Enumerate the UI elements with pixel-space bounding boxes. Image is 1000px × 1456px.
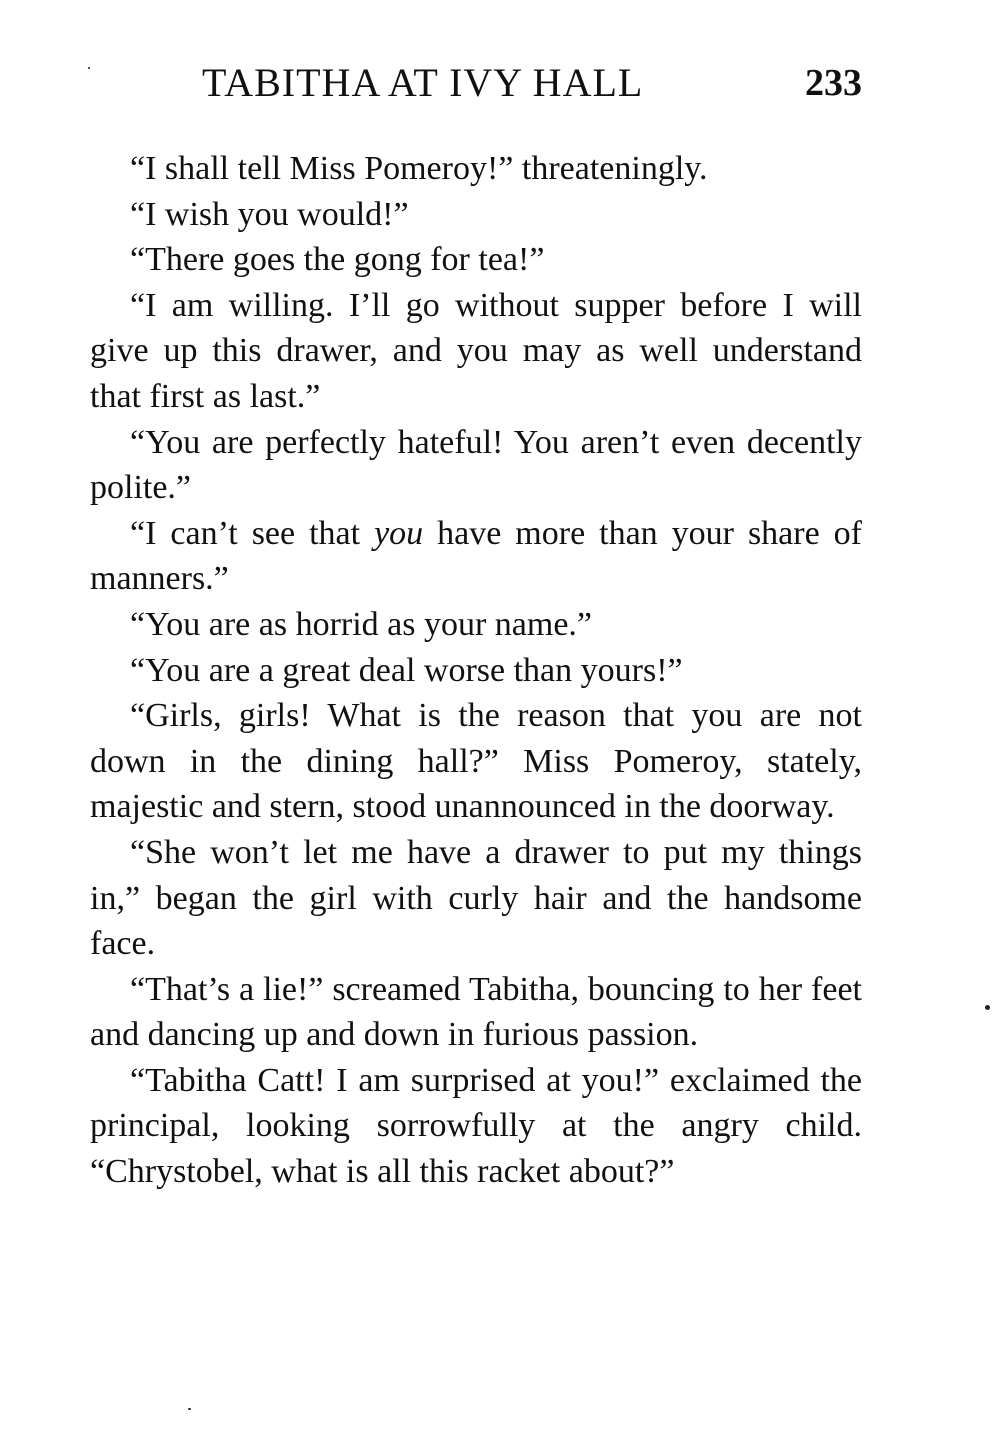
- paragraph: “Girls, girls! What is the reason that you are not down in the dining hall?” Miss Pomeroy, stately, majestic and stern, stood unannounced in the doorway.: [90, 697, 862, 826]
- running-title: TABITHA AT IVY HALL: [202, 60, 644, 105]
- paragraph-text: “I can’t see that: [130, 514, 375, 552]
- scan-speck: [188, 1408, 191, 1410]
- paragraph: “I shall tell Miss Pomeroy!” threateningly.: [130, 150, 708, 187]
- paragraph: “I wish you would!”: [130, 195, 409, 233]
- scan-speck: [88, 67, 90, 69]
- paragraph: “That’s a lie!” screamed Tabitha, bouncing to her feet and dancing up and down in furious passion.: [90, 970, 862, 1054]
- running-header: [0, 60, 1000, 106]
- paragraph: [90, 511, 862, 602]
- paragraph: “Tabitha Catt! I am surprised at you!” exclaimed the principal, looking sorrowfully at the angry child. “Chrystobel, what is all this racket about?”: [90, 1061, 862, 1191]
- emphasized-word: you: [374, 514, 424, 552]
- paragraph: “You are perfectly hateful! You aren’t even decently polite.”: [90, 423, 862, 507]
- paragraph: “You are as horrid as your name.”: [130, 605, 593, 643]
- paragraph: “I am willing. I’ll go without supper before I will give up this drawer, and you may as well understand that first as last.”: [90, 286, 862, 415]
- paragraph: “You are a great deal worse than yours!”: [130, 651, 683, 689]
- page-number: 233: [805, 62, 862, 104]
- paragraph: “She won’t let me have a drawer to put my things in,” began the girl with curly hair and the handsome face.: [90, 833, 862, 963]
- scan-speck: [985, 1005, 990, 1010]
- page-body: [90, 146, 862, 1195]
- paragraph: “There goes the gong for tea!”: [130, 241, 545, 279]
- paragraph-text: have more than your share of manners.”: [90, 514, 862, 598]
